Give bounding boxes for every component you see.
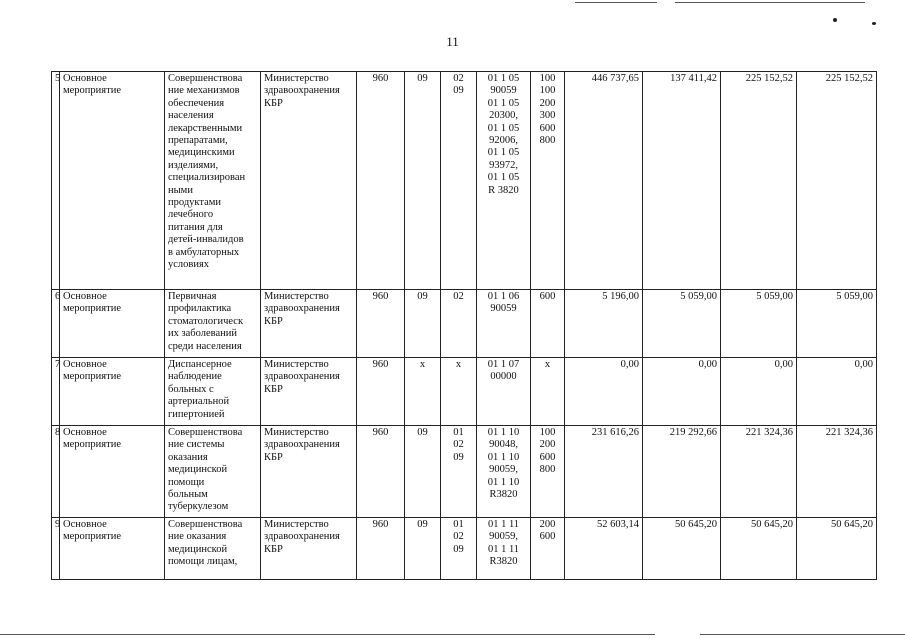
cell-line: 90048, bbox=[489, 439, 518, 451]
csr-code bbox=[477, 72, 531, 290]
cell-line: специализирован bbox=[168, 172, 246, 184]
pr-code bbox=[441, 358, 477, 426]
table-row bbox=[52, 426, 877, 518]
cell-line: 800 bbox=[539, 464, 556, 476]
amount-2: 219 292,66 bbox=[643, 426, 721, 518]
cell-line: Министерство bbox=[264, 73, 329, 84]
cell-line: 200 bbox=[539, 439, 556, 451]
cell-line: 100 bbox=[539, 427, 556, 438]
cell-line: КБР bbox=[264, 315, 283, 327]
cell-line: здравоохранения bbox=[264, 85, 340, 97]
cell-line: обеспечения bbox=[168, 97, 225, 109]
event-type: Основное мероприятие bbox=[60, 72, 165, 290]
cell-line: оказания bbox=[168, 451, 208, 463]
event-description bbox=[165, 290, 261, 358]
amount-3: 225 152,52 bbox=[721, 72, 797, 290]
executor bbox=[261, 72, 357, 290]
executor bbox=[261, 518, 357, 580]
table-row bbox=[52, 518, 877, 580]
cell-line: в амбулаторных bbox=[168, 246, 240, 258]
executor bbox=[261, 426, 357, 518]
cell-line: 300 bbox=[539, 110, 556, 122]
csr-code bbox=[477, 358, 531, 426]
scan-edge-bottom-1 bbox=[0, 634, 655, 635]
pr-code bbox=[441, 72, 477, 290]
amount-3: 221 324,36 bbox=[721, 426, 797, 518]
cell-line: 01 1 10 bbox=[487, 427, 520, 438]
budget-table bbox=[51, 71, 877, 580]
event-description bbox=[165, 358, 261, 426]
cell-line: 100 bbox=[539, 73, 556, 84]
cell-line: 100 bbox=[539, 85, 556, 97]
vr-code bbox=[531, 290, 565, 358]
table-row bbox=[52, 358, 877, 426]
event-description bbox=[165, 426, 261, 518]
vr-code bbox=[531, 518, 565, 580]
event-description bbox=[165, 518, 261, 580]
cell-line: 02 bbox=[453, 439, 464, 451]
row-number: 6 bbox=[52, 290, 60, 358]
cell-line: x bbox=[544, 359, 551, 370]
cell-line: туберкулезом bbox=[168, 501, 229, 513]
cell-line: лечебного bbox=[168, 209, 214, 221]
grbs-code: 960 bbox=[357, 358, 405, 426]
amount-1: 231 616,26 bbox=[565, 426, 643, 518]
cell-line: 90059, bbox=[489, 531, 518, 543]
amount-4: 50 645,20 bbox=[797, 518, 877, 580]
grbs-code: 960 bbox=[357, 290, 405, 358]
vr-code bbox=[531, 426, 565, 518]
vr-code bbox=[531, 72, 565, 290]
amount-4: 5 059,00 bbox=[797, 290, 877, 358]
cell-line: медицинской bbox=[168, 464, 228, 476]
csr-code bbox=[477, 290, 531, 358]
table-row bbox=[52, 290, 877, 358]
cell-line: 93972, bbox=[489, 159, 518, 171]
cell-line: лекарственными bbox=[168, 122, 243, 134]
cell-line: 01 1 05 bbox=[487, 97, 520, 109]
cell-line: помощи лицам, bbox=[168, 556, 238, 568]
cell-line: медицинскими bbox=[168, 147, 235, 159]
cell-line: 200 bbox=[539, 519, 556, 530]
cell-line: 01 bbox=[453, 427, 464, 438]
amount-1: 0,00 bbox=[565, 358, 643, 426]
cell-line: Министерство bbox=[264, 427, 329, 438]
cell-line: 600 bbox=[539, 531, 556, 543]
row-number: 9 bbox=[52, 518, 60, 580]
cell-line: 09 bbox=[453, 543, 464, 555]
amount-1: 446 737,65 bbox=[565, 72, 643, 290]
pr-code bbox=[441, 426, 477, 518]
cell-line: их заболеваний bbox=[168, 328, 237, 340]
amount-2: 137 411,42 bbox=[643, 72, 721, 290]
cell-line: 92006, bbox=[489, 135, 518, 147]
cell-line: R 3820 bbox=[488, 184, 519, 196]
cell-line: Министерство bbox=[264, 359, 329, 370]
cell-line: условиях bbox=[168, 259, 210, 271]
cell-line: 01 1 05 bbox=[487, 172, 520, 184]
pr-code bbox=[441, 518, 477, 580]
cell-line: Первичная bbox=[168, 291, 217, 302]
grbs-code: 960 bbox=[357, 518, 405, 580]
cell-line: 01 1 11 bbox=[487, 519, 520, 530]
cell-line: изделиями, bbox=[168, 159, 219, 171]
cell-line: КБР bbox=[264, 543, 283, 555]
amount-1: 5 196,00 bbox=[565, 290, 643, 358]
page-number: 11 bbox=[446, 34, 459, 49]
row-number: 8 bbox=[52, 426, 60, 518]
executor bbox=[261, 358, 357, 426]
event-type: Основное мероприятие bbox=[60, 426, 165, 518]
row-number: 7 bbox=[52, 358, 60, 426]
cell-line: КБР bbox=[264, 97, 283, 109]
amount-3: 50 645,20 bbox=[721, 518, 797, 580]
cell-line: здравоохранения bbox=[264, 531, 340, 543]
cell-line: 01 1 07 bbox=[487, 359, 520, 370]
cell-line: 00000 bbox=[490, 371, 517, 383]
cell-line: 800 bbox=[539, 135, 556, 147]
cell-line: 01 1 05 bbox=[487, 147, 520, 159]
cell-line: 09 bbox=[453, 85, 464, 97]
cell-line: Совершенствова bbox=[168, 519, 243, 530]
cell-line: x bbox=[455, 359, 462, 370]
cell-line: R3820 bbox=[489, 556, 518, 568]
cell-line: КБР bbox=[264, 383, 283, 395]
amount-2: 0,00 bbox=[643, 358, 721, 426]
row-number: 5 bbox=[52, 72, 60, 290]
cell-line: наблюдение bbox=[168, 371, 222, 383]
cell-line: 600 bbox=[539, 451, 556, 463]
cell-line: здравоохранения bbox=[264, 371, 340, 383]
cell-line: ными bbox=[168, 184, 193, 196]
amount-2: 5 059,00 bbox=[643, 290, 721, 358]
scan-edge-bottom-2 bbox=[700, 634, 905, 635]
pr-code bbox=[441, 290, 477, 358]
cell-line: здравоохранения bbox=[264, 439, 340, 451]
rz-code: x bbox=[405, 358, 441, 426]
rz-code: 09 bbox=[405, 518, 441, 580]
cell-line: КБР bbox=[264, 451, 283, 463]
grbs-code: 960 bbox=[357, 72, 405, 290]
cell-line: 01 1 06 bbox=[487, 291, 520, 302]
cell-line: Министерство bbox=[264, 291, 329, 302]
cell-line: населения bbox=[168, 110, 214, 122]
vr-code bbox=[531, 358, 565, 426]
cell-line: Совершенствова bbox=[168, 427, 243, 438]
cell-line: Диспансерное bbox=[168, 359, 232, 370]
cell-line: среди населения bbox=[168, 340, 242, 352]
cell-line: 600 bbox=[539, 291, 556, 302]
executor bbox=[261, 290, 357, 358]
cell-line: артериальной bbox=[168, 396, 230, 408]
cell-line: Министерство bbox=[264, 519, 329, 530]
cell-line: препаратами, bbox=[168, 135, 228, 147]
amount-4: 0,00 bbox=[797, 358, 877, 426]
cell-line: ние оказания bbox=[168, 531, 227, 543]
cell-line: помощи bbox=[168, 476, 205, 488]
scan-speck bbox=[833, 18, 837, 22]
cell-line: продуктами bbox=[168, 197, 222, 209]
cell-line: стоматологическ bbox=[168, 315, 244, 327]
cell-line: 600 bbox=[539, 122, 556, 134]
cell-line: здравоохранения bbox=[264, 303, 340, 315]
event-description bbox=[165, 72, 261, 290]
cell-line: 02 bbox=[453, 531, 464, 543]
scan-speck bbox=[872, 22, 876, 25]
cell-line: 09 bbox=[453, 451, 464, 463]
amount-1: 52 603,14 bbox=[565, 518, 643, 580]
cell-line: 01 1 05 bbox=[487, 73, 520, 84]
rz-code: 09 bbox=[405, 426, 441, 518]
cell-line: больных с bbox=[168, 383, 214, 395]
csr-code bbox=[477, 518, 531, 580]
cell-line: гипертонией bbox=[168, 408, 225, 420]
cell-line: 01 1 05 bbox=[487, 122, 520, 134]
cell-line: 01 1 11 bbox=[487, 543, 520, 555]
cell-line: 01 bbox=[453, 519, 464, 530]
cell-line: 20300, bbox=[489, 110, 518, 122]
event-type: Основное мероприятие bbox=[60, 290, 165, 358]
cell-line: R3820 bbox=[489, 489, 518, 501]
cell-line: 01 1 10 bbox=[487, 451, 520, 463]
cell-line: 90059, bbox=[489, 464, 518, 476]
cell-line: детей-инвалидов bbox=[168, 234, 244, 246]
table-row bbox=[52, 72, 877, 290]
event-type: Основное мероприятие bbox=[60, 518, 165, 580]
scan-edge-top-1 bbox=[575, 2, 657, 3]
amount-3: 5 059,00 bbox=[721, 290, 797, 358]
event-type: Основное мероприятие bbox=[60, 358, 165, 426]
cell-line: ние системы bbox=[168, 439, 225, 451]
amount-2: 50 645,20 bbox=[643, 518, 721, 580]
cell-line: 02 bbox=[453, 73, 464, 84]
cell-line: 02 bbox=[453, 291, 464, 302]
rz-code: 09 bbox=[405, 290, 441, 358]
scan-edge-top-2 bbox=[675, 2, 865, 3]
rz-code: 09 bbox=[405, 72, 441, 290]
cell-line: 90059 bbox=[490, 85, 517, 97]
cell-line: ние механизмов bbox=[168, 85, 240, 97]
cell-line: Совершенствова bbox=[168, 73, 243, 84]
amount-3: 0,00 bbox=[721, 358, 797, 426]
cell-line: 90059 bbox=[490, 303, 517, 315]
grbs-code: 960 bbox=[357, 426, 405, 518]
amount-4: 225 152,52 bbox=[797, 72, 877, 290]
csr-code bbox=[477, 426, 531, 518]
cell-line: профилактика bbox=[168, 303, 232, 315]
amount-4: 221 324,36 bbox=[797, 426, 877, 518]
cell-line: питания для bbox=[168, 221, 223, 233]
cell-line: 200 bbox=[539, 97, 556, 109]
cell-line: больным bbox=[168, 489, 208, 501]
cell-line: медицинской bbox=[168, 543, 228, 555]
cell-line: 01 1 10 bbox=[487, 476, 520, 488]
